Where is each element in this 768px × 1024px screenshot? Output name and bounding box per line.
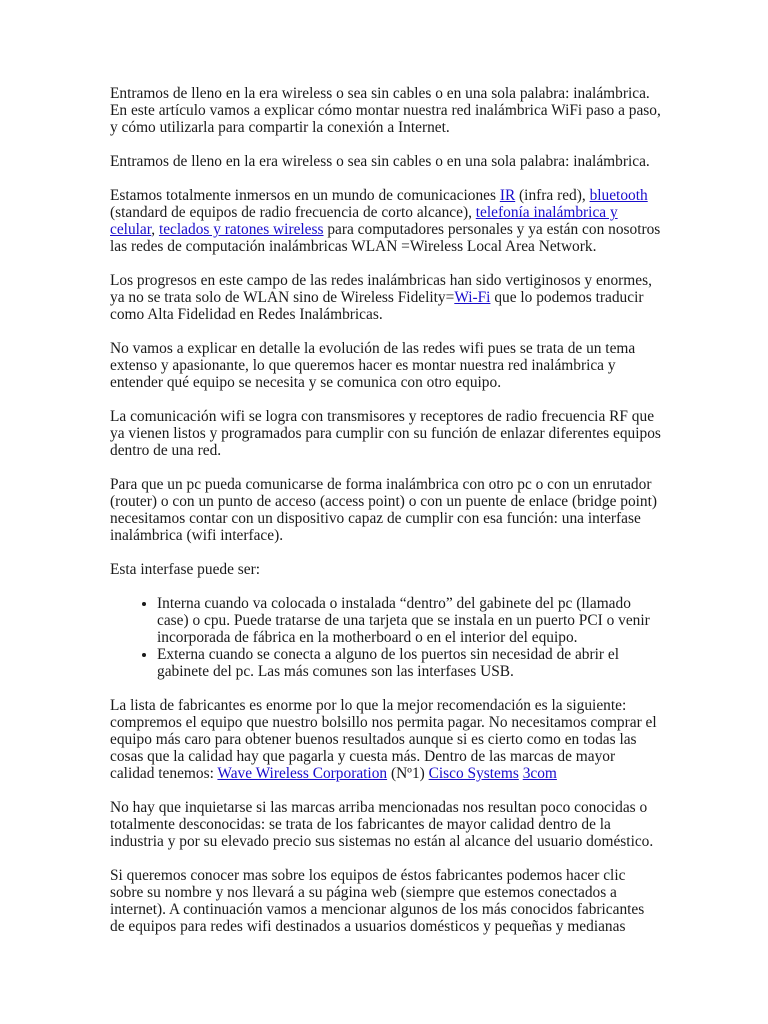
paragraph-interface-types: Esta interfase puede ser:: [110, 561, 260, 578]
link-ir[interactable]: IR: [499, 187, 516, 204]
article-body: [110, 85, 662, 952]
list-item: • Externa cuando se conecta a alguno de los puertos sin necesidad de abrir el gabinete del pc. Las más comunes son las interfases USB.: [157, 646, 662, 680]
text-segment: La lista de fabricantes es enorme por lo que la mejor recomendación es la siguiente: compremos el equipo que nuestro bolsillo nos permita pagar. No necesitamos comprar el equipo más caro para obtener buenos resultados aunque si es cierto como en todas las cosas que la calidad hay que pagarla y cuesta más. Dentro de las marcas de mayor calidad tenemos:: [110, 697, 657, 782]
link-telefonia[interactable]: telefonía inalámbrica y celular: [110, 204, 618, 238]
paragraph-repeat: Entramos de lleno en la era wireless o sea sin cables o en una sola palabra: inalámbrica.: [110, 153, 650, 170]
paragraph-brands: No hay que inquietarse si las marcas arriba mencionadas nos resultan poco conocidas o totalmente desconocidas: se trata de los fabricantes de mayor calidad dentro de la industria y por su elevado precio sus sistemas no están al alcance del usuario doméstico.: [110, 799, 654, 850]
link-cisco[interactable]: Cisco Systems: [428, 765, 519, 782]
link-bluetooth[interactable]: bluetooth: [589, 187, 648, 204]
paragraph-progress: [110, 272, 662, 323]
text-segment: (Nº1): [387, 765, 429, 782]
list-item: • Interna cuando va colocada o instalada “dentro” del gabinete del pc (llamado case) o cpu. Puede tratarse de una tarjeta que se instala en un puerto PCI o venir incorporada de fábrica en la motherboard o en el interior del equipo.: [157, 595, 662, 646]
text-segment: (standard de equipos de radio frecuencia de corto alcance),: [110, 204, 476, 221]
paragraph-interface: Para que un pc pueda comunicarse de forma inalámbrica con otro pc o con un enrutador (router) o con un punto de acceso (access point) o con un puente de enlace (bridge point) necesitamos contar con un dispositivo capaz de cumplir con esa función: una interfase inalámbrica (wifi interface).: [110, 476, 658, 544]
text-segment: ,: [151, 221, 159, 238]
link-3com[interactable]: 3com: [522, 765, 557, 782]
paragraph-intro: Entramos de lleno en la era wireless o sea sin cables o en una sola palabra: inalámbrica. En este artículo vamos a explicar cómo montar nuestra red inalámbrica WiFi paso a paso, y cómo utilizarla para compartir la conexión a Internet.: [110, 85, 661, 136]
text-segment: que lo podemos traducir como Alta Fidelidad en Redes Inalámbricas.: [110, 289, 644, 323]
text-segment: Los progresos en este campo de las redes inalámbricas han sido vertiginosos y enormes, ya no se trata solo de WLAN sino de Wireless Fidelity=: [110, 272, 652, 306]
paragraph-rf: La comunicación wifi se logra con transmisores y receptores de radio frecuencia RF que ya vienen listos y programados para cumplir con su función de enlazar diferentes equipos dentro de una red.: [110, 408, 661, 459]
text-segment: para computadores personales y ya están con nosotros las redes de computación inalámbricas WLAN =Wireless Local Area Network.: [110, 221, 661, 255]
interface-list: [110, 595, 662, 680]
link-wave-wireless[interactable]: Wave Wireless Corporation: [217, 765, 388, 782]
link-teclados[interactable]: teclados y ratones wireless: [158, 221, 324, 238]
paragraph-evolution: No vamos a explicar en detalle la evolución de las redes wifi pues se trata de un tema extenso y apasionante, lo que queremos hacer es montar nuestra red inalámbrica y entender qué equipo se necesita y se comunica con otro equipo.: [110, 340, 636, 391]
text-segment: Estamos totalmente inmersos en un mundo de comunicaciones: [110, 187, 500, 204]
paragraph-communications: [110, 187, 662, 255]
link-wifi[interactable]: Wi-Fi: [454, 289, 491, 306]
paragraph-more-info: Si queremos conocer mas sobre los equipos de éstos fabricantes podemos hacer clic sobre su nombre y nos llevará a su página web (siempre que estemos conectados a internet). A continuación vamos a mencionar algunos de los más conocidos fabricantes de equipos para redes wifi destinados a usuarios domésticos y pequeñas y medianas: [110, 867, 645, 935]
paragraph-manufacturers: [110, 697, 662, 782]
text-segment: (infra red),: [515, 187, 590, 204]
